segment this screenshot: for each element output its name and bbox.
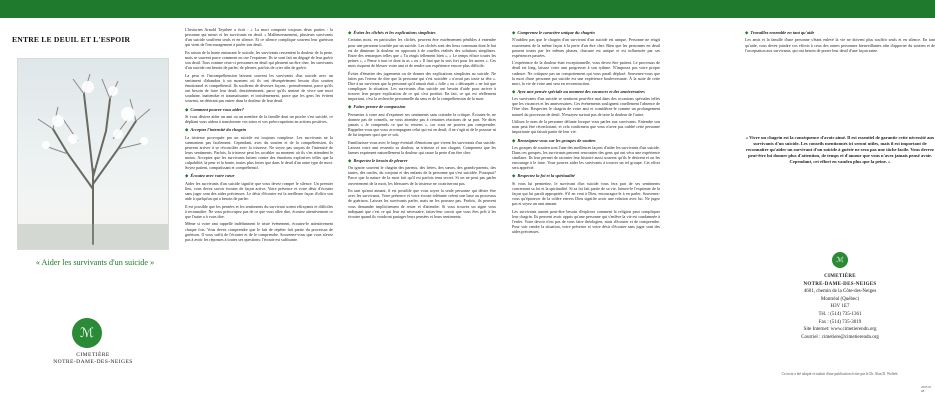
website-link[interactable]: Site Internet: www.cimetierendn.org — [803, 327, 877, 333]
heading-bullet-icon: ◆ — [348, 104, 352, 110]
heading-bullet-icon: ◆ — [512, 88, 516, 94]
column-advice-2 — [512, 27, 660, 237]
heading-bullet-icon: ◆ — [185, 127, 189, 133]
paragraph: En raison de la honte entourant le suicide, les survivants ressentent la douleur de la perte, mais se sauvent parce comment on ose l'exprimer. Ils se sont fait un dégagé de leur guérir son deuil. Tous comme ceux-ci personnes en deuil qui pleurent un être cher, les survivants d'un suicide ont besoin de parler, de pleurer, parfois de crier afin de guérir. — [185, 49, 333, 71]
cemetery-monogram-icon: ℳ — [832, 252, 848, 268]
section-heading: ◆ Renseignez-vous sur les groupes de soutien — [512, 137, 596, 143]
postal-code: H3V 1E7 — [830, 304, 850, 310]
snowy-tree-photo — [17, 58, 169, 250]
paragraph: Les survivants d'un suicide se sentiront peut-être mal dans des occasions spéciales telles que les vacances et les anniversaires. Ces événements soulignent cruellement l'absence de l'être cher. Respectez le chagrin de votre ami et considérez-le comme un prolongement naturel du processus de deuil. N'essayez surtout pas de taire la douleur de l'autre. — [512, 96, 660, 117]
email-link[interactable]: Courriel : cimetiere@cimetierendn.org — [801, 334, 879, 340]
heading-bullet-icon: ◆ — [512, 137, 516, 143]
heading-bullet-icon: ◆ — [745, 30, 749, 35]
snowy-tree-photo-icon — [18, 59, 168, 249]
address-line: 4601, chemin de la Côte-des-Neiges — [803, 289, 877, 295]
print-code: 2005-01 #8 — [921, 385, 932, 393]
top-green-band — [0, 0, 935, 18]
paragraph: L'historien Arnold Toynbee a écrit : « La mort comporte toujours deux parties : la personne qui meurt et les survivants en deuil. » Malheureusement, plusieurs survivants d'un suicide souffrent seuls et en silence. Et ce silence complique souvent leur guérison qui vient de l'encouragement à parler son deuil. — [185, 27, 333, 48]
address-line: Montréal (Québec) — [820, 296, 860, 302]
heading-bullet-icon: ◆ — [185, 173, 189, 179]
paragraph: En tant qu'ami aimant, il est possible que vous soyez la seule personne qui désire être avec les survivants. Votre présence et votre écoute tolérante créent une base au processus de guérison. Laissez les survivants parler, mais ne les poussez pas. Parfois, ils peuvent vous demander implicitement de rester et d'attendre. Si vous trouvez un signe vous indiquant que c'est ce qui leur est nécessaire, faites-leur savoir que vous êtes prêt à les écouter quand ils voudront partager leurs pensées et leurs sentiments. — [348, 188, 496, 219]
column-advice-1 — [348, 27, 496, 221]
paragraph: Il est possible que les pensées et les sentiments du survivant soient effrayants et difficiles à reconnaître. Ne vous préoccupez pas de ce que vous allez dire, écoutez attentivement ce que l'autre a à vous dire. — [185, 203, 333, 219]
paragraph: Familiarisez-vous avec le large éventail d'émotions que vivent les survivants d'un suicide. Laissez votre ami ressentir sa douleur, sa tristesse et son chagrin. Comprenez que les larmes expriment naturellement la douleur qui cause la perte d'un être cher. — [348, 139, 496, 155]
contact-block — [745, 273, 935, 341]
heading-bullet-icon: ◆ — [185, 106, 189, 112]
heading-bullet-icon: ◆ — [348, 157, 352, 163]
paragraph: Permettez à votre ami d'exprimer ses sentiments sans craindre la critique. Écoutez-le, ne donnez pas de conseils, ne vous attendez pas à certaines réactions de sa part. Ne dites jamais « Je comprends ce que tu ressens », car vous ne pouvez pas comprendre. Rappelez-vous que vous accompagnez celui qui est en deuil; il ne s'agit ni de le pousser ni de lui imposer quoi que ce soit. — [348, 111, 496, 137]
closing-quote: « Vivre un chagrin est la conséquence d'avoir aimé. Il est essentiel de garantir cette nécessité aux survivants d'un suicide. Les conseils mentionnés ici seront utiles, mais il est important de reconnaître qu'aider un survivant d'un suicide à guérir ne sera pas une tâche facile. Vous devrez peut-être lui donner plus d'attention, de temps et d'amour que vous n'avez jamais pensé avoir. Cependant, cet effort en vaudra plus que la peine. » — [745, 135, 935, 164]
adaptation-footnote: Ce texte a été adapté et traduit d'une publication écrite par le Dr. Alan D. Wolfelt. — [781, 372, 899, 376]
paragraph: N'oubliez pas que le chagrin d'un survivant d'un suicide est unique. Personne ne réagit exactement de la même façon à la perte d'un être cher. Bien que les personnes en deuil passent toutes par les mêmes phases, chacune est unique et est influencée par ses expériences passées. — [512, 37, 660, 58]
org-name-line2: NOTRE-DAME-DES-NEIGES — [803, 281, 877, 287]
section-heading: ◆ Évitez les clichés et les explications simplistes — [348, 30, 436, 35]
paragraph: Les survivants auront peut-être besoin d'explorer comment la religion peut compliquer leur chagrin. Ils peuvent avoir appris qu'une personne qui s'enlève la vie est condamnée à l'enfer. Votre devoir n'est pas de vous faire théologien, mais d'écouter et de comprendre. Pour voir rendre la situation, votre présence et votre désir d'écouter sans juger sont des aides précieuses. — [512, 208, 660, 235]
paragraph: La peur et l'incompréhension laissent souvent les survivants d'un suicide avec un sentiment d'abandon à un moment où ils ont désespérément besoin d'un soutien émotionnel et compréhensif. Ils souffrent de diverses façons : premièrement, parce qu'ils ont besoin de faire leur deuil; deuxièmement, parce qu'ils sentent de vivre une mort soudaine, inattendue et traumatisante; et troisièmement, parce que les gens les évitent souvent, ne désirant pas entrer dans la douleur de leur deuil. — [185, 72, 333, 104]
column-cover — [12, 37, 174, 45]
section-heading: ◆ Écoutez avec votre cœur — [185, 173, 235, 179]
column-back-panel — [745, 27, 935, 55]
page-title: ENTRE LE DEUIL ET L'ESPOIR — [12, 35, 131, 44]
heading-bullet-icon: ◆ — [348, 30, 352, 35]
org-name-line2: NOTRE-DAME-DES-NEIGES — [53, 359, 133, 365]
paragraph: Aider les survivants d'un suicide signifie que vous devez rompre le silence. Un premier lieu, vous devez savoir écouter de façon active. Votre présence et votre désir d'écouter sans juger sont des aides précieuses. Le désir d'écouter est la meilleure façon d'offrir son aide à quelqu'un qui a besoin de parler. — [185, 180, 333, 201]
paragraph: Si vous lui permettez, le survivant d'un suicide vous fera part de ses sentiments concernant sa foi et la spiritualité. Si sa foi fait partie de sa vie, laissez-le l'exprimer de la façon qui lui paraît appropriée. S'il en veut à Dieu, encouragez-le à en parler. Souvenez-vous qu'éprouver de la colère envers Dieu signifie avoir une relation avec lui. Ne jugez pas et soyez un ami aimant. — [512, 180, 660, 207]
phone-number: Tél. : (514) 735-1361 — [818, 311, 862, 317]
section-heading: ◆ Travaillez ensemble en tant qu'aide — [745, 30, 815, 35]
paragraph: La tristesse provoquée par un suicide est toujours complexe. Les survivants ne la surmontent pas facilement. Cependant, avec du soutien et de la compréhension, ils peuvent arriver à se réconcilier avec la tristesse. Ne soyez pas surpris de l'intensité de leurs sentiments. Parfois, la tristesse peut les accabler au moment où ils s'en attendent le moins. Acceptez que les survivants luttent contre des émotions explosives telles que la culpabilité, la peur et la honte, toutes plus fortes que dans le deuil d'un autre type de mort. Soyez patient, compatissant et compréhensif. — [185, 134, 333, 171]
section-heading: ◆ Comment pouvez-vous aider? — [185, 106, 244, 112]
org-name-line1: CIMETIÈRE — [824, 274, 856, 279]
section-heading: ◆ Acceptez l'intensité du chagrin — [185, 127, 247, 133]
paragraph: Utilisez le nom de la personne défunte lorsque vous parlez aux survivants. Entendre son nom peut être réconfortant, et cela confirmera que vous n'avez pas oublié cette personne importante qui faisait partie de leur vie. — [512, 119, 660, 135]
paragraph: Les amis et la famille d'une personne s'étant enlevé la vie ne doivent plus souffrir seuls et en silence. En tant qu'aide, vous devez joindre vos efforts à ceux des autres personnes bienveillantes afin d'apporter du soutien et de l'acceptation aux survivants, qui ont besoin de porter leur deuil d'une façon saine. — [745, 37, 935, 53]
heading-bullet-icon: ◆ — [512, 173, 516, 179]
section-heading: ◆ Faites preuve de compassion — [348, 104, 406, 110]
section-heading: ◆ Respectez la foi et la spiritualité — [512, 173, 575, 179]
paragraph: Les groupes de soutien sont l'une des meilleures façons d'aider les survivants d'un suicide. Dans ces groupes, les survivants peuvent rencontrer des gens qui ont vécu une expérience similaire. Ils leur permet de raconter leur histoire aussi souvent qu'ils le désirent et on les encourage à le faire. Vous pouvez aider les survivants à trouver un tel groupe. Cet effort sera apprécié. — [512, 144, 660, 171]
paragraph: Si vous désirez aider un ami ou un membre de la famille dont un proche s'est suicidé, ce dépliant vous aidera à transformer vos soins et vos préoccupations en actions positives. — [185, 113, 333, 124]
paragraph: Évitez d'émettre des jugements ou de donner des explications simplistes au suicide. Ne faites pas l'erreur de dire que la personne qui s'est suicidée « n'avait pas toute sa tête ». Dire à un survivant que la personne qu'il aimait était « folle » ou « détraquée » ne fait que compliquer la situation. Les survivants d'un suicide ont besoin d'aide pour arriver à trouver leur propre explication de ce qui s'est produit. En fait, ce qui est réellement important, c'est la recherche personnelle du sens et de la compréhension de la mort. — [348, 70, 496, 102]
cover-quote: « Aider les survivants d'un suicide » — [35, 258, 155, 267]
section-heading: ◆ Comprenez le caractère unique du chagrin — [512, 30, 595, 35]
column-intro — [185, 27, 333, 244]
section-heading: ◆ Respectez le besoin de pleurer — [348, 157, 408, 163]
heading-bullet-icon: ◆ — [512, 30, 516, 35]
paragraph: Certains mots, en particulier les clichés, peuvent être extrêmement pénibles à entendre pour une personne touchée par un suicide. Les clichés sont des lieux communs dont le but est de diminuer la douleur en opposant à de cruelles réalités des solutions simplistes. Entre des remarques telles que « Tu réagis tellement bien », « Le temps efface toutes les peines », « Pense à tout ce dont tu as » ou « Il faut que tu sois fort pour les autres ». Ces mots risquent de blesser votre ami et de rendre son expérience encore plus difficile. — [348, 37, 496, 68]
paragraph: Même si votre ami rappelle indéfiniment le triste événement, écoutez-le attentivement chaque fois. Vous devez comprendre que le fait de répéter fait partie du processus de guérison. Il vous suffit de l'écouter et de le comprendre. Souvenez-vous que vous n'avez pas à avoir les réponses à toutes ses questions; l'écoute est suffisante. — [185, 221, 333, 242]
section-heading: ◆ Ayez une pensée spéciale au moment des vacances et des anniversaires — [512, 88, 645, 94]
paragraph: On ignore souvent le chagrin des parents, des frères, des sœurs, des grands-parents, des tantes, des oncles, du conjoint et des enfants de la personne qui s'est suicidée. Pourquoi? Parce que la nature de la mort fait qu'il est parfois tenu secret. Si on ne peut pas parler ouvertement de la mort, les blessures de la tristesse ne cicatriseront pas. — [348, 165, 496, 186]
cemetery-monogram-icon: ℳ — [72, 318, 102, 348]
fax-number: Fax : (514) 735-3019 — [818, 319, 862, 325]
org-name-line1: CIMETIÈRE — [76, 352, 110, 358]
paragraph: L'expérience de la douleur était exceptionnelle, vous devez être patient. Le processus de deuil est long, laissez votre ami progresser à son rythme. N'imposez pas votre propre cadence. Ne critiquez pas un comportement qui vous paraît déplacé. Souvenez-vous que la mort d'une personne par suicide est une expérience bouleversante. À la suite de cette mort, la vie de votre ami sera en reconstruction. — [512, 60, 660, 86]
